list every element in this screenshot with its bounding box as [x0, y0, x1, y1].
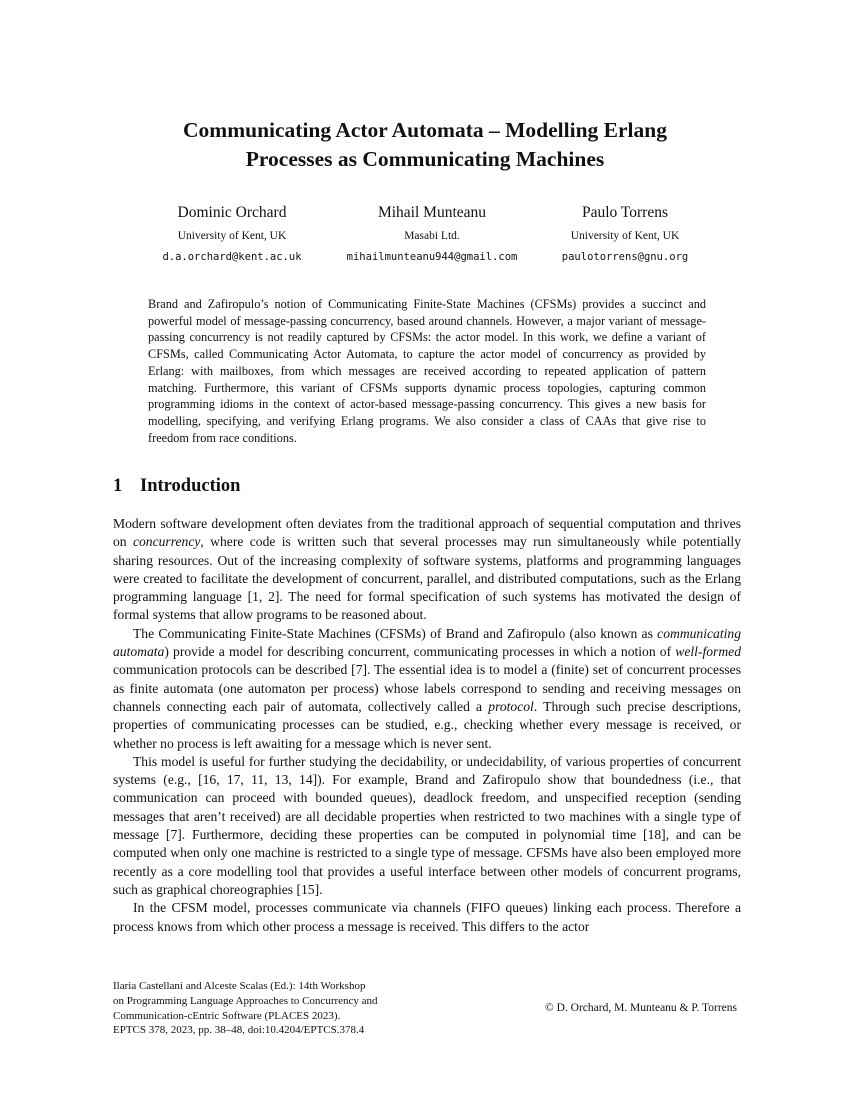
paragraph-3: This model is useful for further studying the decidability, or undecidability, of various properties of concurrent systems (e.g., [16, 17, 11, 13, 14]). For example, Brand and Zafiropulo show that boundedness (i.e., that communication can proceed with bounded queues), deadlock freedom, and unspecified reception (sending messages that aren’t received) are all decidable properties when restricted to two machines with a single type of message [7]. Furthermore, deciding these properties can be computed in polynomial time [18], and can be computed when only one machine is restricted to a single type of message. CFSMs have also been employed more recently as a core modelling tool that provides a useful interface between other models of concurrent programs, such as graphical choreographies [15].	[113, 753, 741, 897]
abstract: Brand and Zafiropulo’s notion of Communicating Finite-State Machines (CFSMs) provides a succinct and powerful model of message-passing concurrency, based around channels. However, a major variant of message-passing concurrency is not readily captured by CFSMs: the actor model. In this work, we define a variant of CFSMs, called Communicating Actor Automata, to capture the actor model of concurrency as provided by Erlang: with mailboxes, from which messages are received according to repeated application of pattern matching. Furthermore, this variant of CFSMs supports dynamic process topologies, capturing common programming idioms in the context of actor-based message-passing concurrency. This gives a new basis for modelling, specifying, and verifying Erlang programs. We also consider a class of CAAs that give rise to freedom from race conditions.	[148, 297, 706, 445]
author-email[interactable]: d.a.orchard@kent.ac.uk	[162, 251, 302, 263]
paragraph-1	[113, 515, 741, 625]
emphasis-protocol: protocol	[488, 698, 534, 714]
author-name: Paulo Torrens	[581, 204, 669, 221]
text-run: ) provide a model for describing concurrent, communicating processes in which a notion of	[164, 644, 676, 660]
body-text	[113, 515, 741, 936]
publication-info	[113, 979, 473, 1038]
paper-title-line-1: Communicating Actor Automata – Modelling Erlang	[183, 118, 667, 142]
publication-info-line: Communication-cEntric Software (PLACES 2023).	[113, 1009, 341, 1022]
author-affiliation: University of Kent, UK	[177, 230, 287, 242]
paragraph-2	[113, 625, 741, 753]
emphasis-well-formed: well-formed	[675, 644, 741, 660]
paragraph-4: In the CFSM model, processes communicate via channels (FIFO queues) linking each process. Therefore a process knows from which other process a message is received. This differs to the actor	[113, 900, 741, 934]
text-run: The Communicating Finite-State Machines (CFSMs) of Brand and Zafiropulo (also known as	[133, 625, 658, 641]
paper-title-line-2: Processes as Communicating Machines	[245, 147, 605, 171]
text-run: . Through such precise descriptions, properties of communicating processes can be studied, e.g., checking whether every message is received, or whether no process is left awaiting for a message which is never sent.	[113, 698, 741, 751]
publication-info-line: EPTCS 378, 2023, pp. 38–48, doi:10.4204/EPTCS.378.4	[113, 1024, 365, 1037]
author-email[interactable]: paulotorrens@gnu.org	[561, 251, 689, 263]
emphasis-concurrency: concurrency	[132, 534, 201, 550]
author-affiliation: University of Kent, UK	[570, 230, 680, 242]
text-run: Modern software development often deviates from the traditional approach of sequential computation and thrives on	[113, 516, 741, 550]
emphasis-communicating-automata: communicating automata	[113, 625, 741, 660]
author-name: Mihail Munteanu	[377, 204, 487, 221]
author-torrens	[505, 203, 745, 265]
text-run: , where code is written such that several processes may run simultaneously while potentially sharing resources. Out of the increasing complexity of software systems, platforms and programming languages were created to facilitate the development of concurrent, parallel, and distributed computations, such as the Erlang programming language [1, 2]. The need for formal specification of such systems has motivated the design of formal systems that allow programs to be reasoned about.	[113, 534, 741, 623]
paper-title	[0, 116, 850, 174]
section-number: 1	[113, 476, 123, 496]
publication-info-line: on Programming Language Approaches to Concurrency and	[113, 994, 378, 1007]
publication-info-line: Ilaria Castellani and Alceste Scalas (Ed.): 14th Workshop	[113, 980, 366, 992]
section-title: Introduction	[140, 476, 241, 496]
author-affiliation: Masabi Ltd.	[404, 230, 460, 242]
author-name: Dominic Orchard	[177, 204, 287, 221]
copyright-notice: © D. Orchard, M. Munteanu & P. Torrens	[544, 1002, 737, 1014]
text-run: communication protocols can be described [7]. The essential idea is to model a (finite) set of concurrent processes as finite automata (one automaton per process) whose labels correspond to sending and receiving messages on channels connecting each pair of automata, collectively called a	[113, 662, 741, 714]
section-heading-introduction	[113, 474, 240, 498]
author-email[interactable]: mihailmunteanu944@gmail.com	[346, 251, 518, 263]
